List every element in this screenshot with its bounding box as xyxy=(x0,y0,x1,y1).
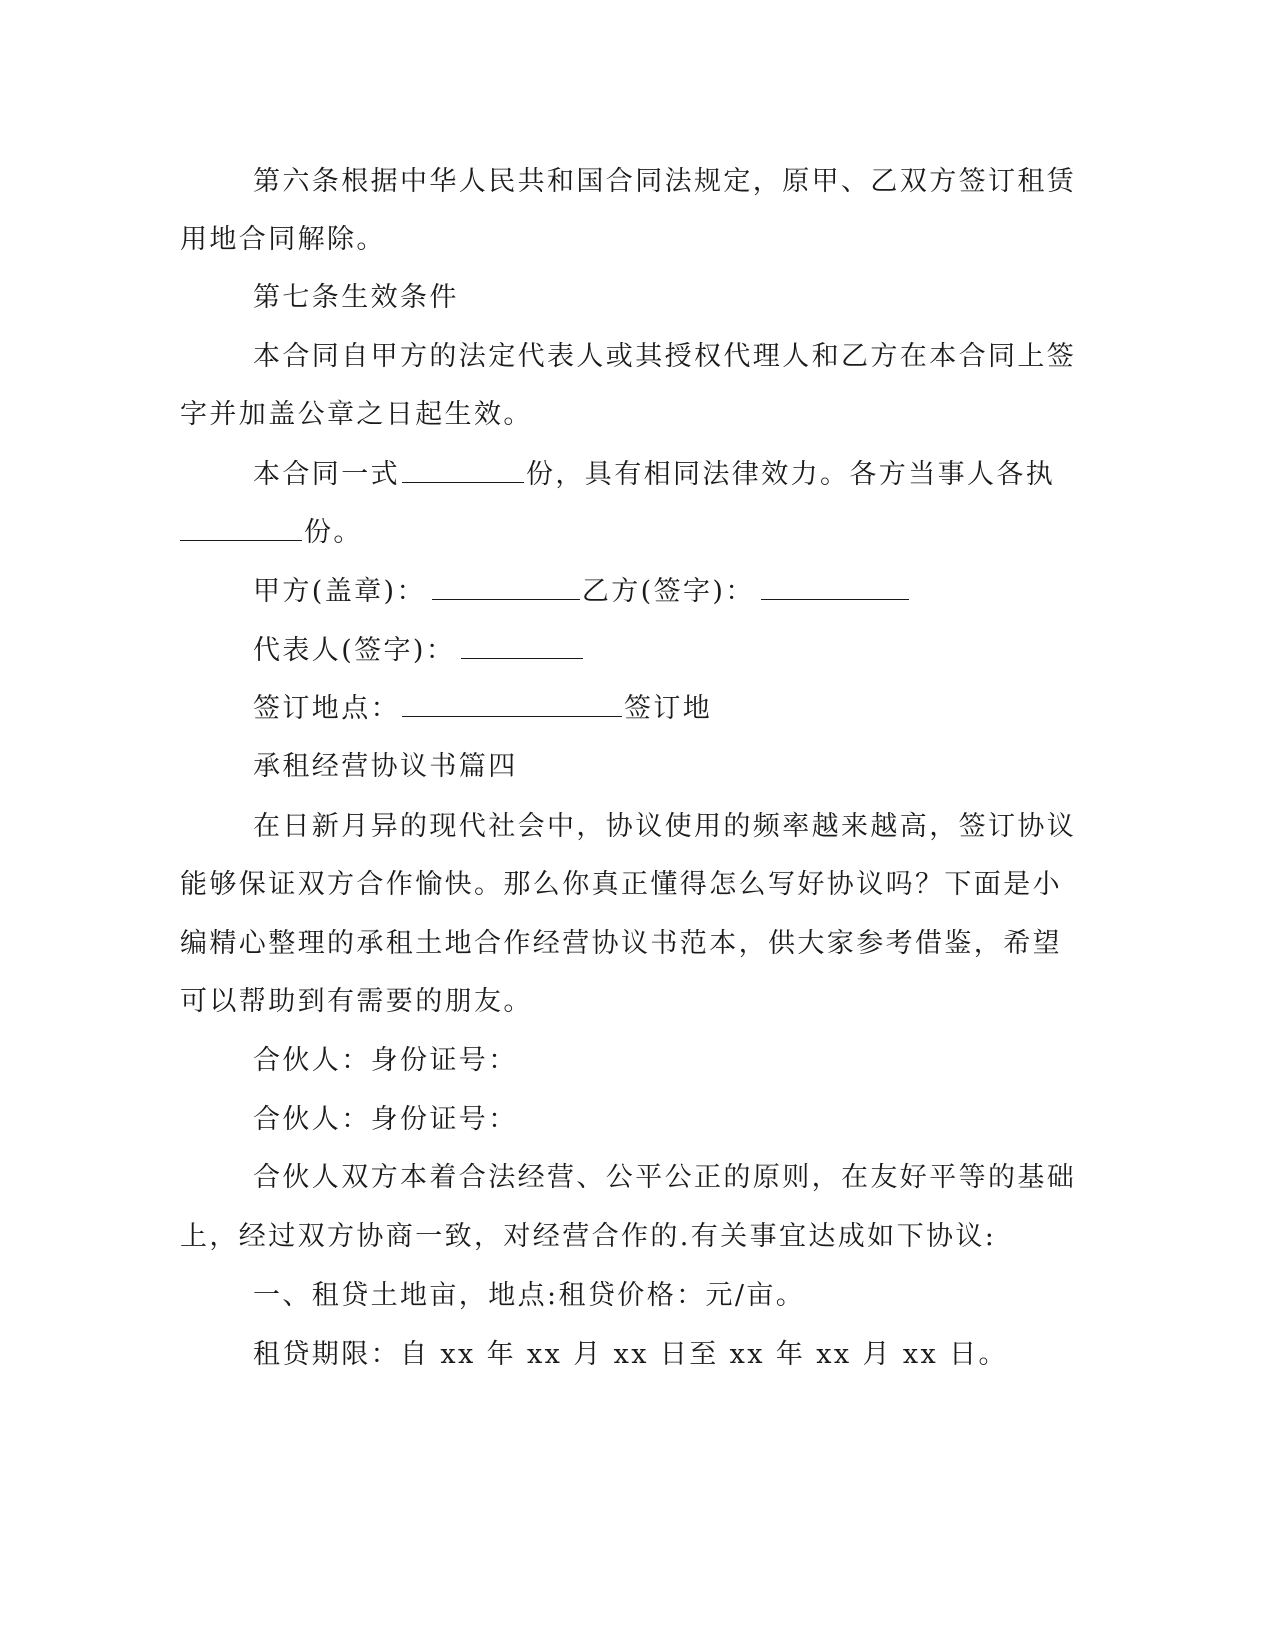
lease-term-line xyxy=(253,1337,1008,1373)
text-run: 上，经过双方协商一致，对经营合作的.有关事宜达成如下协议: xyxy=(180,1221,997,1252)
text-run: 份，具有相同法律效力。各方当事人各执 xyxy=(526,459,1056,490)
text-run: 字并加盖公章之日起生效。 xyxy=(180,399,533,430)
signing-place-blank[interactable] xyxy=(402,690,622,717)
text-run: 在日新月异的现代社会中，协议使用的频率越来越高，签订协议 xyxy=(253,811,1077,842)
intro-line-2 xyxy=(180,867,1062,903)
text-run: 可以帮助到有需要的朋友。 xyxy=(180,986,533,1017)
text-run: 一、租贷土地亩，地点:租贷价格：元/亩。 xyxy=(253,1280,806,1311)
principle-line-2 xyxy=(180,1219,996,1255)
party-b-sign-blank[interactable] xyxy=(761,573,909,600)
intro-line-1 xyxy=(253,809,1076,845)
partner-1-line xyxy=(253,1043,518,1079)
text-run: 租贷期限：自 xx 年 xx 月 xx 日至 xx 年 xx 月 xx 日。 xyxy=(253,1339,1008,1370)
text-run: 能够保证双方合作愉快。那么你真正懂得怎么写好协议吗？下面是小 xyxy=(180,869,1062,900)
party-a-seal-blank[interactable] xyxy=(432,573,580,600)
article-6-line-1 xyxy=(253,164,1076,200)
text-run: 第六条根据中华人民共和国合同法规定，原甲、乙双方签订租赁 xyxy=(253,166,1077,197)
party-signature-line xyxy=(253,573,911,610)
representative-blank[interactable] xyxy=(461,632,583,659)
copies-count-blank[interactable] xyxy=(402,456,524,483)
text-run: 用地合同解除。 xyxy=(180,224,386,255)
intro-line-3 xyxy=(180,926,1062,962)
text-run: 签订地 xyxy=(624,693,713,724)
lease-land-line xyxy=(253,1278,805,1314)
text-run: 本合同自甲方的法定代表人或其授权代理人和乙方在本合同上签 xyxy=(253,341,1077,372)
copies-line-1 xyxy=(253,456,1055,493)
article-7-heading xyxy=(253,280,459,316)
section-heading-part-4 xyxy=(253,749,518,785)
signing-place-label: 签订地点： xyxy=(253,693,400,724)
text-run: 合伙人：身份证号： xyxy=(253,1045,518,1076)
copies-line-2 xyxy=(180,514,363,551)
partner-2-line xyxy=(253,1102,518,1138)
principle-line-1 xyxy=(253,1160,1076,1196)
representative-label: 代表人(签字)： xyxy=(253,635,456,666)
text-run: 第七条生效条件 xyxy=(253,282,459,313)
intro-line-4 xyxy=(180,984,533,1020)
representative-line xyxy=(253,632,585,669)
text-run: 编精心整理的承租土地合作经营协议书范本，供大家参考借鉴，希望 xyxy=(180,928,1062,959)
text-run: 合伙人双方本着合法经营、公平公正的原则，在友好平等的基础 xyxy=(253,1162,1077,1193)
text-run: 本合同一式 xyxy=(253,459,400,490)
party-a-seal-label: 甲方(盖章)： xyxy=(253,576,426,607)
text-run: 承租经营协议书篇四 xyxy=(253,751,518,782)
signing-place-line xyxy=(253,690,712,727)
effect-clause-line-2 xyxy=(180,397,533,433)
effect-clause-line-1 xyxy=(253,339,1076,375)
party-b-sign-label: 乙方(签字)： xyxy=(581,576,755,607)
copies-each-blank[interactable] xyxy=(180,514,302,541)
article-6-line-2 xyxy=(180,222,386,258)
text-run: 份。 xyxy=(304,517,363,548)
text-run: 合伙人：身份证号： xyxy=(253,1104,518,1135)
